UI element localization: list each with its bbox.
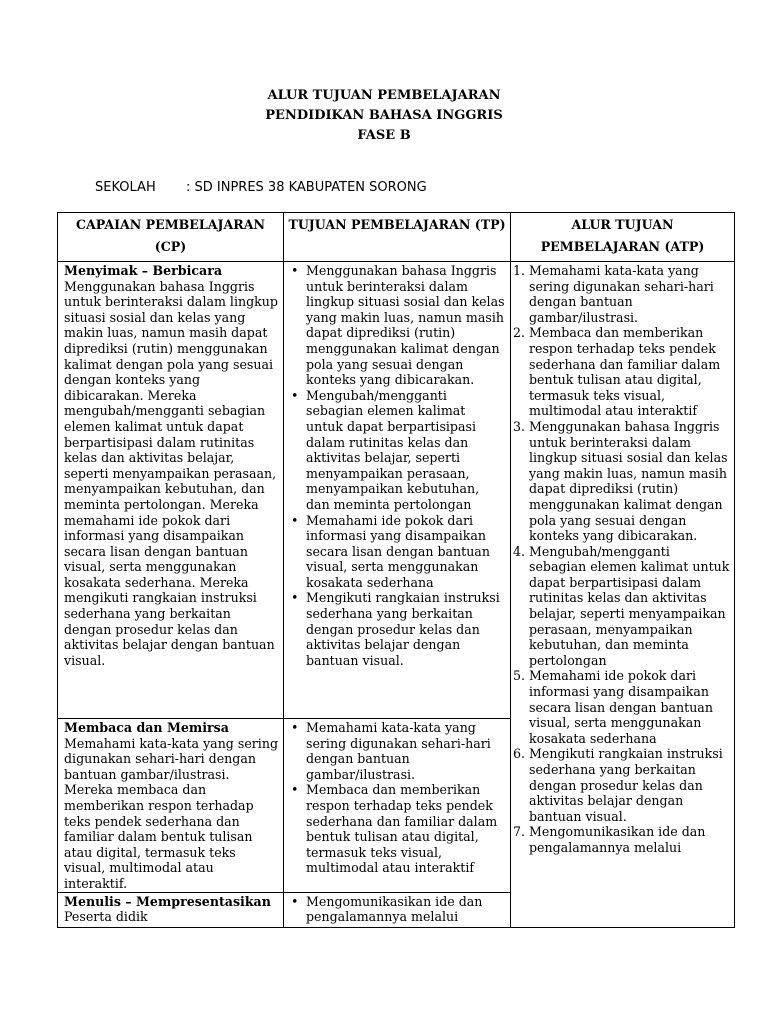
document-title [0, 86, 768, 146]
cp-cell [58, 892, 284, 927]
cp-text: Memahami kata-kata yang sering digunakan sehari-hari dengan bantuan gambar/ilustrasi. Mereka membaca dan memberikan respon terhadap teks pendek sederhana dan familiar dalam bentuk tulisan atau digital, termasuk teks visual, multimodal atau interaktif. [64, 735, 279, 891]
school-value: : SD INPRES 38 KABUPATEN SORONG [186, 180, 427, 195]
title-line-1: ALUR TUJUAN PEMBELAJARAN [267, 88, 501, 103]
table-header-row [58, 213, 735, 262]
atp-item: 6. Mengikuti rangkaian instruksi sederhana yang berkaitan dengan prosedur kelas dan aktivitas belajar dengan bantuan visual. [513, 746, 723, 824]
tp-item: • Membaca dan memberikan respon terhadap teks pendek sederhana dan familiar dalam bentuk tulisan atau digital, termasuk teks visual, multimodal atau interaktif [289, 782, 506, 876]
cp-cell [58, 262, 284, 719]
tp-item: • Mengubah/mengganti sebagian elemen kalimat untuk dapat berpartisipasi dalam rutinitas kelas dan aktivitas belajar, seperti menyampaikan perasaan, menyampaikan kebutuhan, dan meminta pertolongan [289, 388, 506, 513]
cp-title: Menulis – Mempresentasikan [64, 893, 271, 909]
cp-text: Peserta didik [64, 909, 148, 925]
cp-text: Menggunakan bahasa Inggris untuk berinteraksi dalam lingkup situasi sosial dan kelas yang makin luas, namun masih dapat diprediksi (rutin) menggunakan kalimat dengan pola yang sesuai dengan konteks yang dibicarakan. Mereka mengubah/mengganti sebagian elemen kalimat untuk dapat berpartisipasi dalam rutinitas kelas dan aktivitas belajar, seperti menyampaikan perasaan, menyampaikan kebutuhan, dan meminta pertolongan. Mereka memahami ide pokok dari informasi yang disampaikan secara lisan dengan bantuan visual, serta menggunakan kosakata sederhana. Mereka mengikuti rangkaian instruksi sederhana yang berkaitan dengan prosedur kelas dan aktivitas belajar dengan bantuan visual. [64, 278, 278, 668]
atp-item: 1. Memahami kata-kata yang sering digunakan sehari-hari dengan bantuan gambar/ilustrasi. [513, 263, 714, 325]
header-tp: TUJUAN PEMBELAJARAN (TP) [284, 213, 511, 262]
table-row [58, 262, 735, 719]
title-line-3: FASE B [357, 128, 411, 143]
tp-item: • Mengomunikasikan ide dan pengalamannya melalui [289, 894, 506, 925]
header-cp: CAPAIAN PEMBELAJARAN (CP) [58, 213, 284, 262]
tp-cell [284, 719, 511, 893]
atp-item: 7. Mengomunikasikan ide dan pengalamannya melalui [513, 824, 706, 855]
school-label: SEKOLAH [95, 180, 156, 195]
title-line-2: PENDIDIKAN BAHASA INGGRIS [265, 108, 503, 123]
tp-item: • Mengikuti rangkaian instruksi sederhana yang berkaitan dengan prosedur kelas dan aktivitas belajar dengan bantuan visual. [289, 590, 506, 668]
header-atp: ALUR TUJUAN PEMBELAJARAN (ATP) [511, 213, 735, 262]
atp-item: 4. Mengubah/mengganti sebagian elemen kalimat untuk dapat berpartisipasi dalam rutinitas kelas dan aktivitas belajar, seperti menyampaikan perasaan, menyampaikan kebutuhan, dan meminta pertolongan [513, 543, 730, 668]
school-info [95, 180, 427, 196]
cp-title: Menyimak – Berbicara [64, 263, 222, 278]
tp-cell [284, 892, 511, 927]
cp-cell [58, 719, 284, 893]
atp-cell [511, 262, 735, 928]
cp-title: Membaca dan Memirsa [64, 720, 229, 735]
tp-item: • Memahami ide pokok dari informasi yang disampaikan secara lisan dengan bantuan visual, serta menggunakan kosakata sederhana [289, 513, 506, 591]
tp-item: • Memahami kata-kata yang sering digunakan sehari-hari dengan bantuan gambar/ilustrasi. [289, 720, 506, 782]
tp-item: • Menggunakan bahasa Inggris untuk berinteraksi dalam lingkup situasi sosial dan kelas yang makin luas, namun masih dapat diprediksi (rutin) menggunakan kalimat dengan pola yang sesuai dengan konteks yang dibicarakan. [289, 263, 506, 388]
curriculum-table [57, 212, 735, 928]
atp-item: 2. Membaca dan memberikan respon terhadap teks pendek sederhana dan familiar dalam bentuk tulisan atau digital, termasuk teks visual, multimodal atau interaktif [513, 325, 721, 419]
tp-cell [284, 262, 511, 719]
atp-item: 3. Menggunakan bahasa Inggris untuk berinteraksi dalam lingkup situasi sosial dan kelas yang makin luas, namun masih dapat diprediksi (rutin) menggunakan kalimat dengan pola yang sesuai dengan konteks yang dibicarakan. [513, 418, 728, 544]
atp-item: 5. Memahami ide pokok dari informasi yang disampaikan secara lisan dengan bantuan visual, serta menggunakan kosakata sederhana [513, 668, 713, 746]
